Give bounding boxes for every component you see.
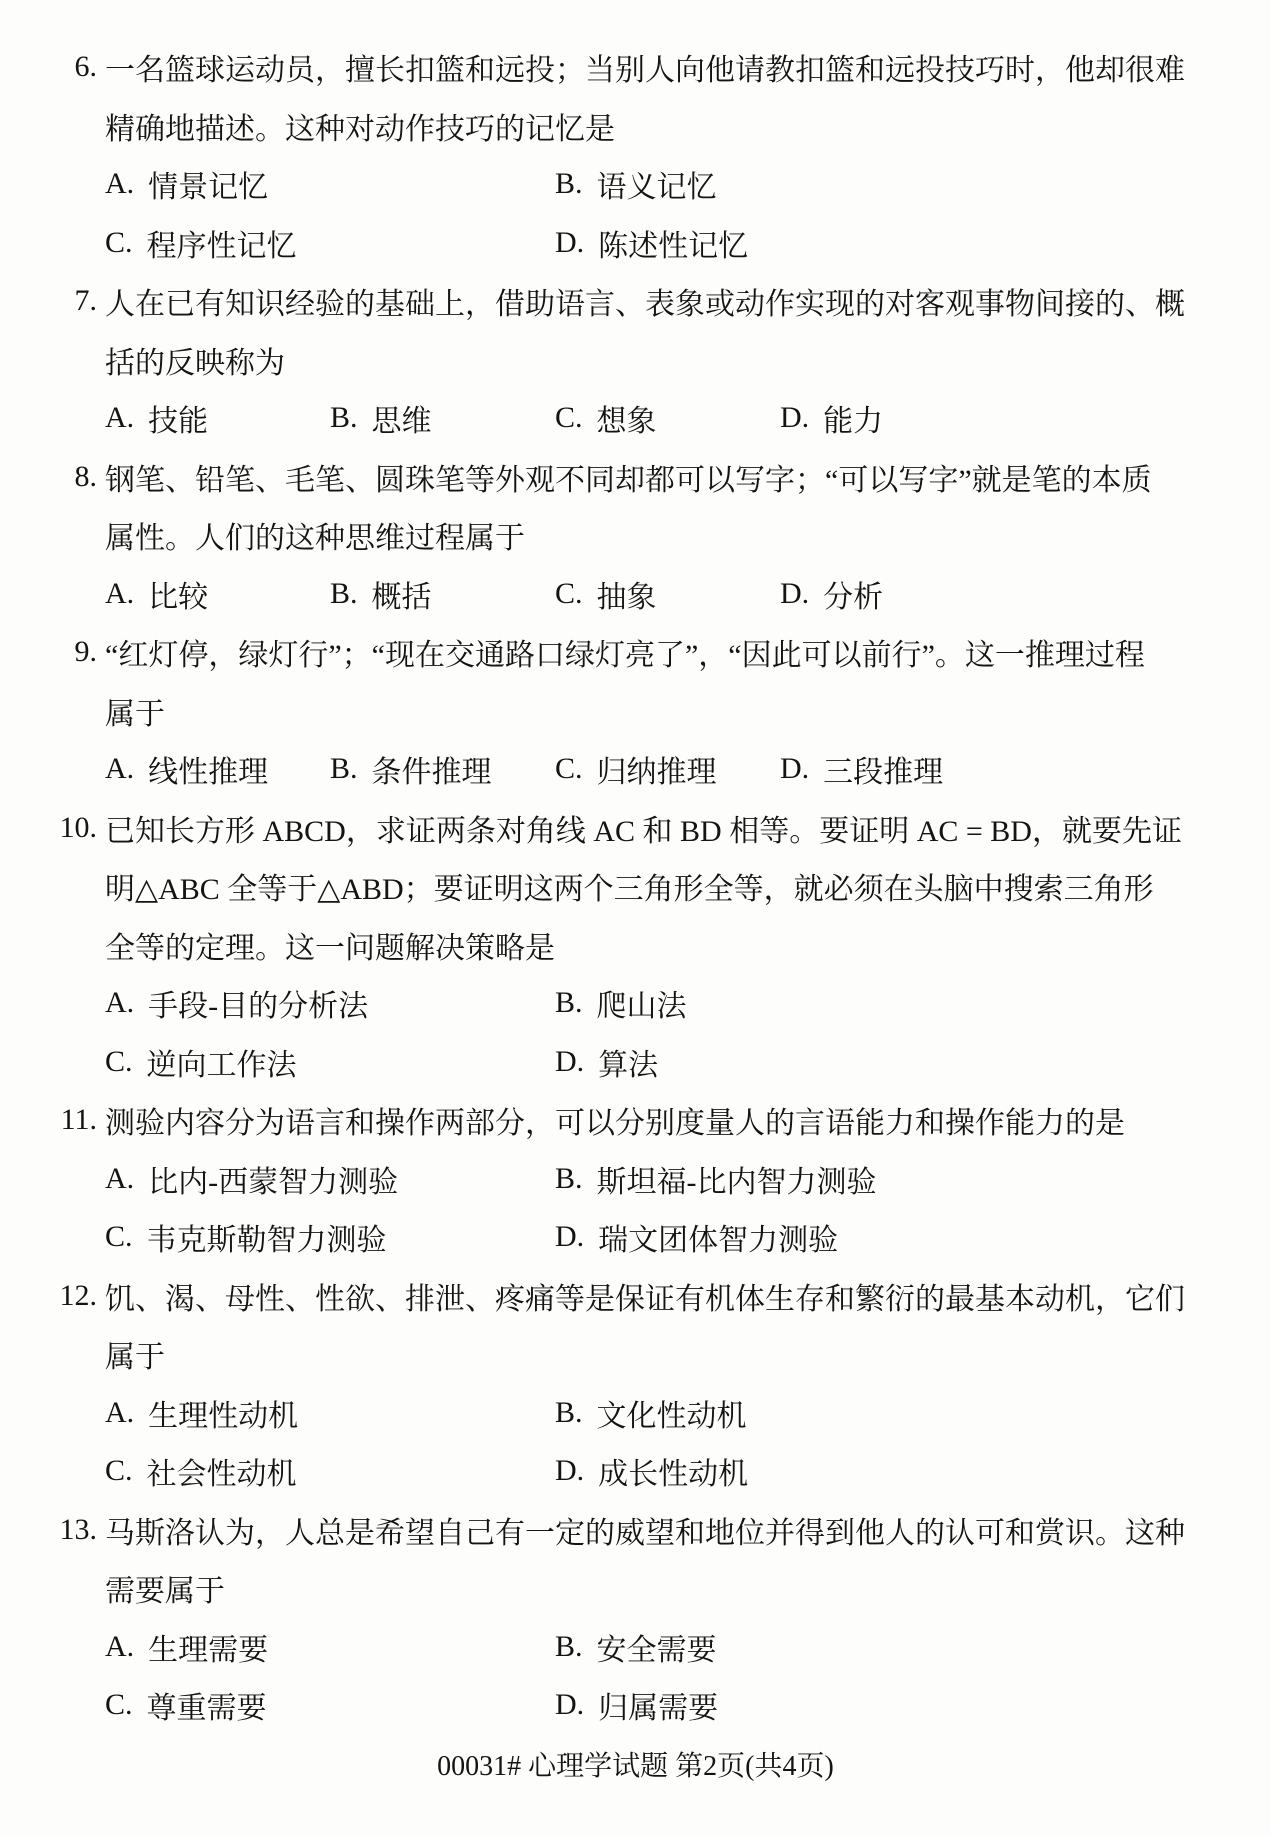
question-line — [52, 623, 1221, 682]
option-text: 斯坦福-比内智力测验 — [596, 1165, 877, 1199]
option-text: 爬山法 — [596, 990, 687, 1024]
question-text: 一名篮球运动员，擅长扣篮和远投；当别人向他请教扣篮和远投技巧时，他却很难 — [105, 54, 1185, 88]
question-line — [52, 857, 1221, 916]
question-number: 7. — [74, 284, 97, 318]
question-line — [52, 1267, 1221, 1326]
option-text: 社会性动机 — [146, 1458, 297, 1492]
question-text: 已知长方形 ABCD，求证两条对角线 AC 和 BD 相等。要证明 AC = BD，就要先证 — [105, 814, 1182, 848]
option-text: 算法 — [598, 1048, 659, 1082]
question-text: 人在已有知识经验的基础上，借助语言、表象或动作实现的对客观事物间接的、概 — [105, 288, 1185, 322]
option-text: 程序性记忆 — [146, 229, 297, 263]
question-number: 9. — [74, 635, 97, 669]
option-item — [105, 572, 330, 616]
question-number: 10. — [59, 810, 97, 844]
option-item — [105, 396, 330, 440]
option-text: 手段-目的分析法 — [148, 990, 369, 1024]
option-row — [52, 974, 1221, 1033]
option-item — [105, 981, 555, 1025]
option-row — [52, 389, 1221, 448]
question-line — [52, 506, 1221, 565]
option-text: 生理性动机 — [148, 1399, 299, 1433]
question-text: 饥、渴、母性、性欲、排泄、疼痛等是保证有机体生存和繁衍的最基本动机，它们 — [105, 1282, 1185, 1316]
option-letter: A. — [105, 1395, 135, 1429]
question-item — [52, 272, 1221, 448]
question-line — [52, 1325, 1221, 1384]
question-line — [52, 448, 1221, 507]
option-item — [105, 221, 555, 265]
option-letter: D. — [555, 1044, 585, 1078]
option-letter: A. — [105, 167, 135, 201]
option-letter: B. — [330, 752, 358, 786]
option-text: 比较 — [148, 580, 209, 614]
question-text: 明△ABC 全等于△ABD；要证明这两个三角形全等，就必须在头脑中搜索三角形 — [105, 873, 1154, 907]
question-text: 需要属于 — [105, 1575, 225, 1609]
option-item — [555, 396, 780, 440]
question-item — [52, 1091, 1221, 1267]
option-letter: B. — [555, 1629, 583, 1663]
option-item — [555, 1625, 717, 1669]
question-line — [52, 331, 1221, 390]
option-letter: C. — [105, 1044, 133, 1078]
option-item — [780, 572, 883, 616]
option-letter: B. — [555, 1161, 583, 1195]
option-letter: D. — [555, 1454, 585, 1488]
option-item — [330, 396, 555, 440]
option-letter: D. — [780, 752, 810, 786]
option-text: 想象 — [596, 405, 657, 439]
option-text: 陈述性记忆 — [598, 229, 749, 263]
option-text: 文化性动机 — [596, 1399, 747, 1433]
option-item — [105, 162, 555, 206]
option-letter: A. — [105, 752, 135, 786]
question-item — [52, 38, 1221, 272]
option-letter: C. — [105, 225, 133, 259]
option-text: 安全需要 — [596, 1633, 717, 1667]
question-number: 12. — [59, 1278, 97, 1312]
option-letter: B. — [555, 986, 583, 1020]
option-letter: C. — [555, 576, 583, 610]
question-item — [52, 799, 1221, 1092]
option-item — [330, 747, 555, 791]
option-row — [52, 1618, 1221, 1677]
option-item — [555, 1391, 747, 1435]
option-item — [105, 747, 330, 791]
question-item — [52, 623, 1221, 799]
option-letter: A. — [105, 1629, 135, 1663]
option-letter: D. — [555, 225, 585, 259]
question-number: 13. — [59, 1512, 97, 1546]
option-letter: D. — [780, 401, 810, 435]
page-footer: 00031# 心理学试题 第2页(共4页) — [437, 1750, 834, 1782]
option-letter: D. — [555, 1688, 585, 1722]
option-letter: C. — [555, 752, 583, 786]
question-number: 6. — [74, 50, 97, 84]
option-text: 概括 — [371, 580, 432, 614]
option-letter: A. — [105, 576, 135, 610]
question-number: 11. — [60, 1103, 97, 1137]
page-footer-row — [0, 1735, 1271, 1793]
option-row — [52, 1033, 1221, 1092]
option-text: 分析 — [823, 580, 884, 614]
option-item — [105, 1683, 555, 1727]
question-line — [52, 1091, 1221, 1150]
option-row — [52, 1208, 1221, 1267]
question-text: 测验内容分为语言和操作两部分，可以分别度量人的言语能力和操作能力的是 — [105, 1107, 1125, 1141]
question-number: 8. — [74, 459, 97, 493]
question-item — [52, 448, 1221, 624]
question-line — [52, 97, 1221, 156]
option-item — [105, 1040, 555, 1084]
option-row — [52, 1442, 1221, 1501]
question-text: 钢笔、铅笔、毛笔、圆珠笔等外观不同却都可以写字；“可以写字”就是笔的本质 — [105, 463, 1152, 497]
option-item — [555, 1683, 718, 1727]
option-text: 成长性动机 — [598, 1458, 749, 1492]
option-item — [105, 1391, 555, 1435]
question-text: 属于 — [105, 1341, 165, 1375]
option-item — [555, 1040, 658, 1084]
question-text: 马斯洛认为，人总是希望自己有一定的威望和地位并得到他人的认可和赏识。这种 — [105, 1516, 1185, 1550]
question-line — [52, 38, 1221, 97]
option-text: 尊重需要 — [146, 1692, 267, 1726]
option-letter: B. — [330, 401, 358, 435]
option-item — [105, 1215, 555, 1259]
option-letter: C. — [105, 1688, 133, 1722]
question-line — [52, 1559, 1221, 1618]
question-line — [52, 682, 1221, 741]
option-letter: C. — [105, 1454, 133, 1488]
question-item — [52, 1267, 1221, 1501]
option-text: 情景记忆 — [148, 171, 269, 205]
option-item — [105, 1449, 555, 1493]
option-row — [52, 1150, 1221, 1209]
option-letter: D. — [780, 576, 810, 610]
option-letter: B. — [330, 576, 358, 610]
option-item — [555, 981, 687, 1025]
option-letter: A. — [105, 986, 135, 1020]
question-line — [52, 1501, 1221, 1560]
question-item — [52, 1501, 1221, 1735]
question-line — [52, 272, 1221, 331]
option-text: 生理需要 — [148, 1633, 269, 1667]
question-text: 精确地描述。这种对动作技巧的记忆是 — [105, 112, 615, 146]
option-text: 三段推理 — [823, 756, 944, 790]
question-text: 全等的定理。这一问题解决策略是 — [105, 931, 555, 965]
option-item — [555, 572, 780, 616]
question-text: 属于 — [105, 697, 165, 731]
option-row — [52, 740, 1221, 799]
option-letter: D. — [555, 1220, 585, 1254]
option-text: 思维 — [371, 405, 432, 439]
option-letter: B. — [555, 167, 583, 201]
option-letter: B. — [555, 1395, 583, 1429]
question-line — [52, 916, 1221, 975]
option-text: 技能 — [148, 405, 209, 439]
option-row — [52, 1676, 1221, 1735]
option-letter: A. — [105, 401, 135, 435]
option-text: 归纳推理 — [596, 756, 717, 790]
option-item — [330, 572, 555, 616]
option-item — [555, 1449, 748, 1493]
option-row — [52, 155, 1221, 214]
option-row — [52, 1384, 1221, 1443]
option-item — [555, 1215, 838, 1259]
question-text: “红灯停，绿灯行”；“现在交通路口绿灯亮了”，“因此可以前行”。这一推理过程 — [105, 639, 1145, 673]
question-line — [52, 799, 1221, 858]
question-text: 括的反映称为 — [105, 346, 285, 380]
option-text: 归属需要 — [598, 1692, 719, 1726]
option-text: 线性推理 — [148, 756, 269, 790]
option-item — [555, 162, 717, 206]
option-text: 语义记忆 — [596, 171, 717, 205]
option-text: 抽象 — [596, 580, 657, 614]
option-letter: C. — [555, 401, 583, 435]
option-item — [555, 747, 780, 791]
question-text: 属性。人们的这种思维过程属于 — [105, 522, 525, 556]
option-item — [555, 221, 748, 265]
option-item — [105, 1625, 555, 1669]
option-letter: A. — [105, 1161, 135, 1195]
option-text: 逆向工作法 — [146, 1048, 297, 1082]
option-item — [105, 1157, 555, 1201]
option-text: 能力 — [823, 405, 884, 439]
option-row — [52, 565, 1221, 624]
option-item — [555, 1157, 877, 1201]
option-row — [52, 214, 1221, 273]
option-text: 条件推理 — [371, 756, 492, 790]
option-text: 瑞文团体智力测验 — [598, 1224, 839, 1258]
option-item — [780, 747, 943, 791]
option-item — [780, 396, 883, 440]
option-letter: C. — [105, 1220, 133, 1254]
option-text: 韦克斯勒智力测验 — [146, 1224, 387, 1258]
option-text: 比内-西蒙智力测验 — [148, 1165, 399, 1199]
